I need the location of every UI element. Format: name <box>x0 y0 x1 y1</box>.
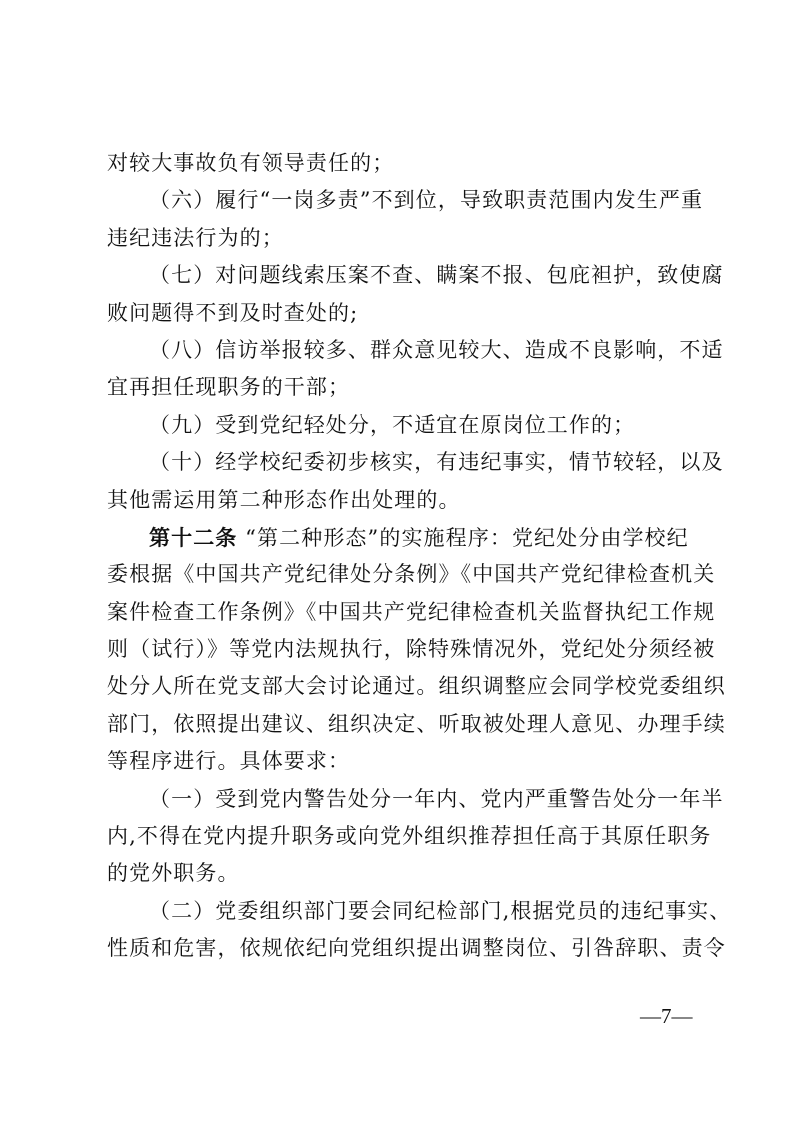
text-line: 性质和危害，依规依纪向党组织提出调整岗位、引咎辞职、责令 <box>107 936 726 961</box>
text-line: 违纪违法行为的； <box>107 225 284 250</box>
text-line: 则（试行）》等党内法规执行，除特殊情况外，党纪处分须经被 <box>107 637 716 662</box>
text-line: 宜再担任现职务的干部； <box>107 375 351 400</box>
text-line: 处分人所在党支部大会讨论通过。组织调整应会同学校党委组织 <box>107 674 726 699</box>
text-line: （二）党委组织部门要会同纪检部门,根据党员的违纪事实、 <box>149 898 732 923</box>
text-line: （九）受到党纪轻处分，不适宜在原岗位工作的； <box>149 412 636 437</box>
article-heading-line <box>107 519 697 556</box>
text-line: 内,不得在党内提升职务或向党外组织推荐担任高于其原任职务 <box>107 824 712 849</box>
article-number: 第十二条 <box>149 524 238 550</box>
text-line: （一）受到党内警告处分一年内、党内严重警告处分一年半 <box>149 786 724 811</box>
text-line: 的党外职务。 <box>107 861 240 886</box>
text-line: 委根据《中国共产党纪律处分条例》《中国共产党纪律检查机关 <box>107 562 716 587</box>
text-line: （十）经学校纪委初步核实，有违纪事实，情节较轻，以及 <box>149 450 724 475</box>
page-number: —7— <box>640 1004 693 1028</box>
text-line: 部门，依照提出建议、组织决定、听取被处理人意见、办理手续 <box>107 711 726 736</box>
text-line: 其他需运用第二种形态作出处理的。 <box>107 487 461 512</box>
document-body <box>107 145 732 968</box>
text-line: 败问题得不到及时查处的; <box>107 300 359 325</box>
text-line: （七）对问题线索压案不查、瞒案不报、包庇袒护，致使腐 <box>149 263 724 288</box>
text-line: （八）信访举报较多、群众意见较大、造成不良影响，不适 <box>149 337 724 362</box>
text-line: （六）履行“一岗多责”不到位，导致职责范围内发生严重 <box>149 188 704 213</box>
text-line: 等程序进行。具体要求： <box>107 749 351 774</box>
text-line: 案件检查工作条例》《中国共产党纪律检查机关监督执纪工作规 <box>107 599 716 624</box>
text-line: 对较大事故负有领导责任的； <box>107 151 395 175</box>
article-text: “第二种形态”的实施程序：党纪处分由学校纪 <box>237 525 689 550</box>
